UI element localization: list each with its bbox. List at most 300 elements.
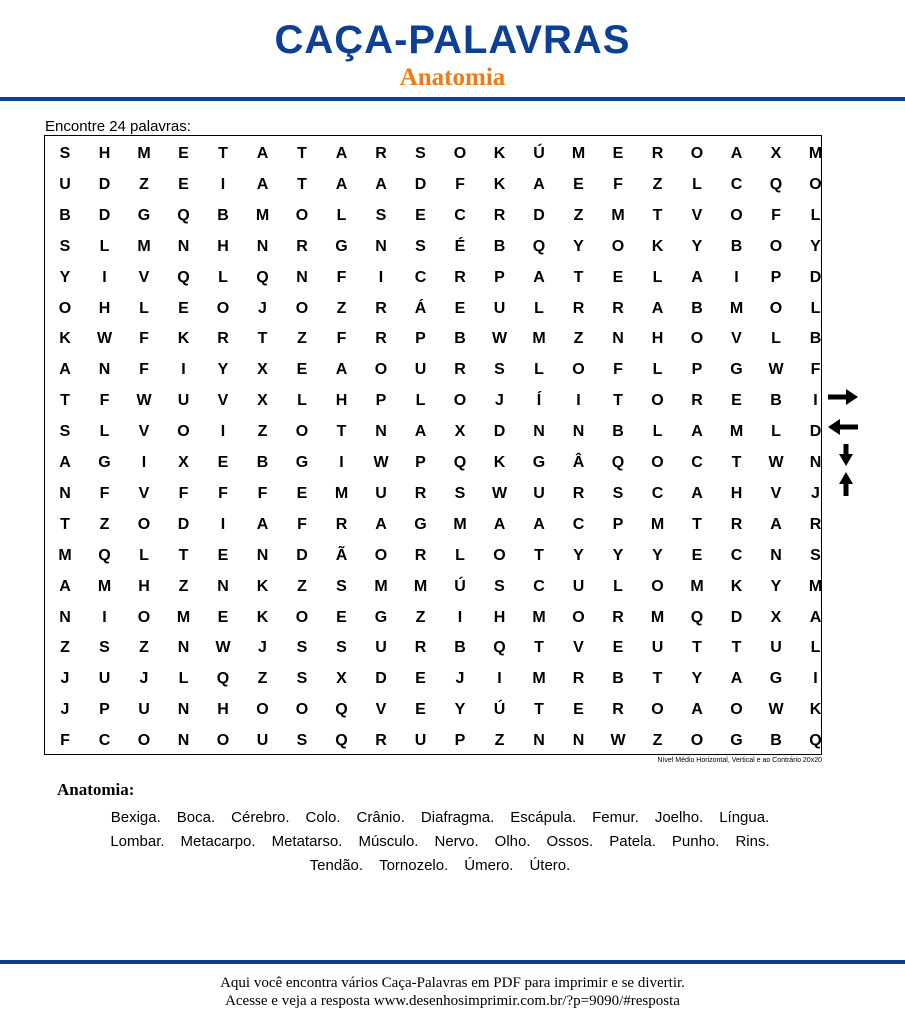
grid-letter: A [691,484,703,502]
grid-letter: N [572,423,585,441]
grid-letter: O [453,392,467,410]
page-subtitle: Anatomia [399,64,506,91]
grid-letter: K [177,330,190,348]
grid-letter: A [730,670,743,688]
grid-letter: L [297,392,307,410]
grid-letter: U [138,701,150,719]
grid-letter: L [99,423,110,441]
grid-letter: O [216,732,230,750]
grid-letter: J [455,670,465,688]
grid-letter: N [217,577,229,595]
grid-letter: A [414,423,427,441]
arrow-down-icon [839,444,853,466]
grid-letter: R [651,145,664,162]
grid-letter: O [216,299,230,317]
grid-letter: U [98,670,111,688]
grid-letter: K [256,608,269,626]
grid-letter: T [731,454,742,471]
grid-letter: R [375,145,387,162]
footer-link-text: Acesse e veja a resposta www.desenhosimprimir.com.br/?p=9090/#resposta [225,993,680,1009]
grid-letter: U [414,732,427,750]
grid-letter: V [375,701,387,719]
grid-letter: S [494,577,505,595]
grid-letter: K [493,454,506,471]
grid-letter: S [296,639,308,657]
grid-letter: E [415,206,426,224]
grid-letter: E [178,145,189,162]
grid-letter: C [730,546,743,564]
grid-letter: I [220,515,226,533]
grid-letter: X [336,670,347,688]
grid-letter: R [572,299,585,317]
grid-letter: G [335,237,348,255]
grid-letter: R [414,484,427,502]
word-list-title: Anatomia: [57,780,135,799]
grid-letter: X [454,423,466,441]
grid-letter: V [138,484,150,502]
grid-letter: R [414,639,427,657]
grid-letter: Q [177,268,190,286]
word-item: Colo. [305,809,341,826]
grid-letter: D [809,423,822,441]
grid-letter: M [532,608,546,626]
grid-letter: O [572,608,585,626]
grid-letter: M [571,145,586,162]
grid-letter: O [572,361,585,379]
word-list-line [40,854,840,878]
grid-letter: I [102,268,107,286]
grid-letter: Z [652,732,663,750]
grid-letter: R [493,206,506,224]
grid-letter: T [60,515,70,533]
grid-letter: I [813,670,818,688]
grid-letter: O [651,454,664,471]
grid-letter: B [770,392,782,410]
grid-letter: O [374,361,388,379]
grid-letter: V [770,484,782,502]
grid-letter: L [810,206,821,224]
grid-letter: F [60,732,70,750]
word-item: Músculo. [358,833,419,850]
grid-letter: L [771,330,781,348]
grid-letter: X [770,145,782,162]
grid-letter: Y [691,237,703,255]
grid-letter: S [454,484,466,502]
grid-letter: L [810,639,821,657]
grid-letter: A [533,175,545,193]
grid-letter: S [59,237,71,255]
grid-letter: J [495,392,504,410]
grid-letter: Y [573,237,584,255]
grid-letter: X [178,454,189,471]
grid-letter: J [258,299,267,317]
grid-letter: T [178,546,189,564]
grid-letter: B [256,454,269,471]
grid-letter: Q [216,670,230,688]
grid-letter: Y [217,361,229,379]
grid-letter: P [494,268,505,286]
grid-letter: C [691,454,703,471]
grid-letter: Y [454,701,466,719]
grid-letter: E [612,268,624,286]
grid-letter: S [494,361,505,379]
grid-letter: V [573,639,584,657]
grid-letter: H [98,299,111,317]
grid-letter: E [454,299,466,317]
grid-letter: O [690,145,704,162]
grid-letter: O [137,608,151,626]
grid-letter: O [295,206,309,224]
grid-letter: R [730,515,743,533]
grid-letter: I [181,361,186,379]
grid-letter: E [612,639,624,657]
grid-letter: G [137,206,151,224]
grid-letter: T [692,639,702,657]
grid-letter: S [415,237,426,255]
grid-letter: N [296,268,308,286]
grid-letter: N [770,546,782,564]
grid-letter: M [729,299,744,317]
grid-letter: O [690,732,704,750]
grid-letter: F [139,330,149,348]
grid-letter: R [414,546,427,564]
grid-letter: H [651,330,664,348]
grid-letter: U [375,639,387,657]
grid-letter: U [256,732,269,750]
grid-letter: E [296,361,308,379]
grid-letter: M [374,577,388,595]
grid-letter: F [218,484,228,502]
grid-letter: O [730,701,743,719]
grid-letter: E [178,175,189,193]
grid-letter: O [295,608,309,626]
grid-letter: M [729,423,744,441]
grid-letter: P [415,330,426,348]
grid-letter: D [493,423,506,441]
grid-letter: O [769,299,783,317]
grid-letter: I [813,392,818,410]
grid-letter: N [533,732,545,750]
grid-letter: A [335,175,348,193]
grid-letter: H [335,392,348,410]
grid-letter: O [651,392,664,410]
grid-letter: G [730,361,743,379]
grid-letter: O [137,732,151,750]
grid-letter: T [534,639,544,657]
grid-letter: I [497,670,502,688]
grid-letter: U [177,392,190,410]
grid-letter: W [136,392,152,410]
grid-letter: A [691,423,703,441]
grid-letter: G [532,454,546,471]
grid-letter: M [611,206,625,224]
grid-letter: B [612,423,624,441]
grid-letter: O [256,701,269,719]
grid-letter: U [375,484,387,502]
grid-letter: A [493,515,506,533]
grid-letter: L [652,268,663,286]
word-item: Úmero. [464,857,514,874]
grid-letter: D [177,515,190,533]
word-item: Patela. [609,833,656,850]
grid-letter: N [375,237,387,255]
instructions: Encontre 24 palavras: [45,118,191,135]
grid-letter: A [59,361,71,379]
grid-letter: I [734,268,739,286]
grid-letter: H [217,701,229,719]
grid-letter: K [651,237,664,255]
grid-letter: J [60,701,70,719]
grid-letter: M [176,608,191,626]
grid-letter: O [374,546,388,564]
grid-letter: Y [810,237,821,255]
grid-letter: G [295,454,309,471]
grid-letter: I [220,423,226,441]
grid-letter: N [256,546,269,564]
grid-letter: Z [99,515,110,533]
grid-letter: L [139,546,149,564]
grid-letter: S [336,577,347,595]
word-item: Metatarso. [271,833,343,850]
grid-letter: H [217,237,229,255]
grid-letter: O [651,577,664,595]
grid-letter: W [96,330,113,348]
grid-letter: M [453,515,467,533]
grid-letter: M [532,330,546,348]
grid-letter: G [730,732,743,750]
grid-letter: N [177,639,190,657]
grid-letter: T [652,206,663,224]
grid-letter: S [99,639,110,657]
grid-letter: O [809,175,822,193]
grid-letter: V [138,268,150,286]
grid-letter: A [256,175,269,193]
grid-letter: B [809,330,822,348]
grid-letter: Ú [533,145,545,162]
grid-letter: E [217,546,229,564]
grid-letter: Z [178,577,189,595]
grid-letter: Q [532,237,546,255]
arrow-left-icon [828,419,858,435]
grid-letter: K [256,577,269,595]
grid-letter: B [493,237,506,255]
grid-letter: V [138,423,150,441]
grid-letter: L [336,206,347,224]
grid-letter: R [375,330,387,348]
grid-letter: B [691,299,703,317]
grid-letter: E [178,299,189,317]
grid-letter: U [59,175,71,193]
grid-letter: M [255,206,270,224]
grid-letter: J [139,670,149,688]
grid-letter: V [217,392,229,410]
grid-letter: M [137,145,151,162]
grid-letter: Z [297,330,307,348]
grid-letter: N [809,454,822,471]
grid-letter: W [768,454,784,471]
grid-letter: Z [139,175,149,193]
grid-letter: Z [60,639,70,657]
grid-letter: F [810,361,821,379]
grid-letter: Ã [335,546,348,564]
grid-letter: P [612,515,624,533]
grid-letter: T [534,546,544,564]
grid-letter: M [97,577,112,595]
grid-letter: A [730,145,743,162]
grid-letter: O [611,237,625,255]
grid-letter: R [612,701,624,719]
grid-letter: E [296,484,308,502]
direction-legend [826,386,860,498]
grid-letter: H [730,484,743,502]
grid-letter: B [59,206,71,224]
grid-letter: T [692,515,702,533]
grid-letter: C [651,484,664,502]
grid-letter: E [573,701,584,719]
grid-letter: B [454,639,466,657]
grid-letter: L [534,299,544,317]
footer-text: Aqui você encontra vários Caça-Palavras em PDF para imprimir e se divertir. [220,975,685,991]
grid-letter: Q [809,732,822,750]
grid-letter: A [770,515,782,533]
grid-letter: B [730,237,743,255]
grid-letter: N [256,237,269,255]
word-search-grid [44,135,822,755]
grid-letter: N [59,484,71,502]
grid-letter: Z [494,732,505,750]
grid-letter: S [612,484,624,502]
grid-letter: Y [652,546,663,564]
word-item: Útero. [529,857,571,874]
grid-letter: C [98,732,111,750]
grid-letter: R [691,392,703,410]
grid-letter: W [215,639,231,657]
grid-letter: H [98,145,111,162]
grid-letter: Q [98,546,111,564]
word-item: Boca. [176,809,216,826]
grid-letter: B [217,206,229,224]
word-item: Cérebro. [231,809,290,826]
word-item: Rins. [735,833,770,850]
grid-letter: W [768,361,784,379]
grid-letter: O [295,423,309,441]
word-item: Femur. [592,809,639,826]
grid-letter: Q [493,639,506,657]
grid-letter: M [58,546,72,564]
grid-letter: M [808,145,823,162]
grid-letter: Z [257,670,268,688]
grid-letter: L [692,175,702,193]
grid-letter: E [573,175,584,193]
grid-letter: A [256,145,269,162]
grid-letter: F [336,268,347,286]
word-list-line [40,830,840,854]
grid-letter: L [652,423,663,441]
grid-letter: O [690,330,704,348]
grid-letter: Z [573,206,584,224]
grid-letter: O [730,206,743,224]
grid-letter: M [650,608,665,626]
grid-letter: E [217,608,229,626]
grid-letter: A [691,268,703,286]
grid-letter: E [731,392,742,410]
grid-letter: L [99,237,110,255]
grid-letter: T [297,175,307,193]
grid-letter: V [731,330,742,348]
word-item: Crânio. [356,809,405,826]
grid-letter: R [572,670,585,688]
grid-letter: U [770,639,782,657]
grid-letter: F [257,484,268,502]
grid-letter: E [691,546,703,564]
grid-letter: Á [414,299,427,317]
grid-letter: Q [335,732,348,750]
grid-letter: É [454,237,466,255]
grid-letter: A [651,299,664,317]
grid-letter: E [217,454,229,471]
grid-letter: C [414,268,427,286]
grid-letter: Y [691,670,703,688]
grid-letter: R [454,361,466,379]
grid-letter: X [257,392,268,410]
grid-letter: P [375,392,387,410]
grid-letter: P [770,268,782,286]
grid-letter: E [612,145,624,162]
grid-letter: A [375,175,387,193]
grid-letter: Y [612,546,624,564]
grid-letter: I [576,392,581,410]
grid-letter: T [218,145,228,162]
grid-letter: F [297,515,307,533]
grid-letter: T [60,392,70,410]
grid-letter: O [177,423,190,441]
grid-letter: E [336,608,347,626]
grid-letter: Q [256,268,269,286]
grid-letter: G [98,454,111,471]
grid-letter: O [453,145,467,162]
grid-letter: N [533,423,545,441]
grid-letter: T [297,145,307,162]
grid-letter: L [415,392,426,410]
grid-letter: S [296,670,308,688]
grid-letter: M [334,484,349,502]
grid-letter: C [533,577,545,595]
grid-letter: A [256,515,269,533]
grid-letter: L [218,268,228,286]
grid-letter: P [415,454,426,471]
grid-letter: U [533,484,545,502]
grid-letter: R [612,608,624,626]
grid-letter: Q [611,454,625,471]
grid-letter: U [493,299,506,317]
grid-letter: N [612,330,624,348]
word-item: Punho. [671,833,720,850]
grid-letter: L [771,423,781,441]
grid-letter: O [137,515,151,533]
grid-letter: T [257,330,268,348]
word-list [40,806,840,878]
word-item: Joelho. [654,809,704,826]
grid-letter: A [335,145,348,162]
word-item: Ossos. [546,833,594,850]
grid-letter: C [572,515,585,533]
grid-letter: A [533,515,545,533]
grid-letter: L [652,361,663,379]
grid-letter: O [58,299,72,317]
word-item: Diafragma. [420,809,495,826]
grid-letter: M [808,577,823,595]
grid-letter: D [730,608,743,626]
